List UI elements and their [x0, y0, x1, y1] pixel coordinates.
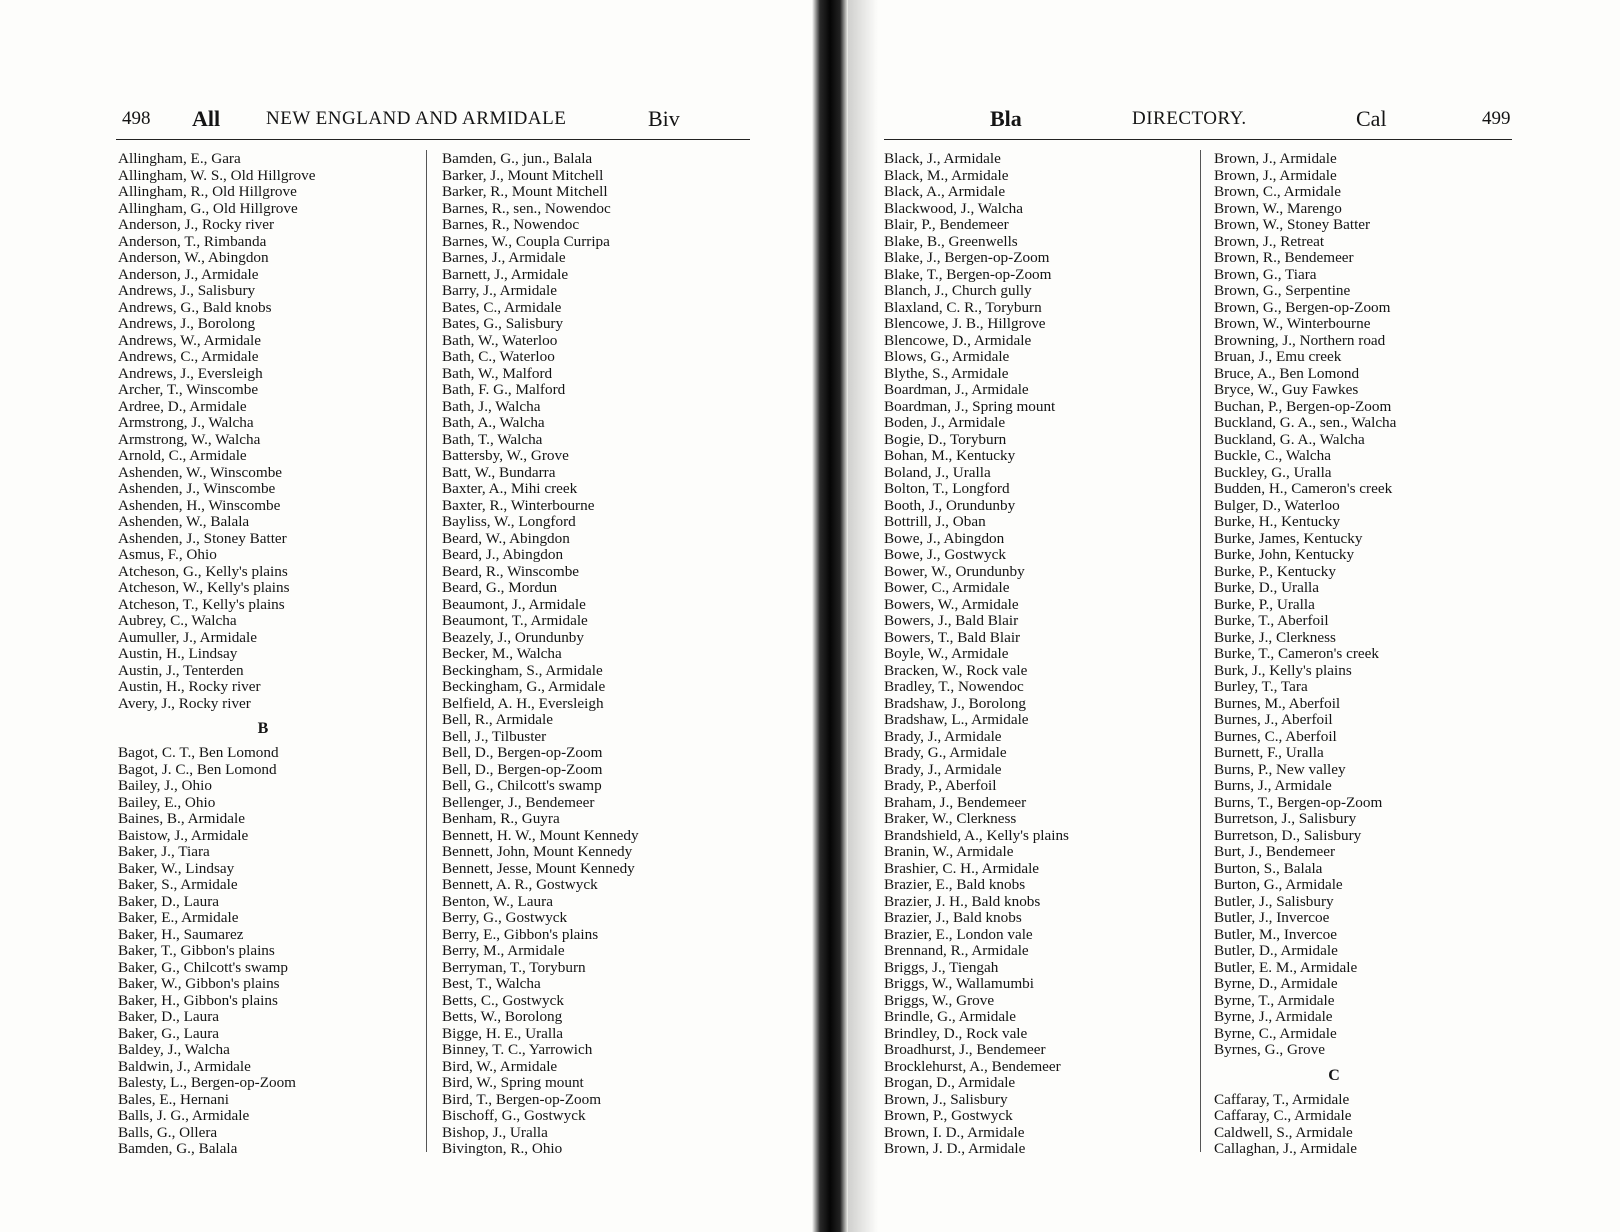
- directory-entry: Blythe, S., Armidale: [884, 364, 1009, 382]
- directory-entry: Burns, P., New valley: [1214, 760, 1346, 778]
- directory-entry: Browning, J., Northern road: [1214, 331, 1386, 349]
- directory-entry: Bennett, Jesse, Mount Kennedy: [442, 859, 635, 877]
- directory-entry: Butler, D., Armidale: [1214, 942, 1338, 959]
- directory-entry: Becker, M., Walcha: [442, 645, 562, 662]
- directory-entry: Bowers, T., Bald Blair: [884, 628, 1021, 646]
- directory-entry: Baldey, J., Walcha: [118, 1041, 230, 1058]
- directory-entry: Burnett, F., Uralla: [1214, 744, 1324, 761]
- directory-entry: Balls, G., Ollera: [118, 1123, 218, 1141]
- directory-entry: Austin, J., Tenterden: [118, 661, 244, 679]
- directory-entry: Andrews, J., Salisbury: [118, 282, 256, 299]
- directory-entry: Bailey, J., Ohio: [118, 777, 212, 794]
- directory-entry: Baistow, J., Armidale: [118, 826, 249, 844]
- header-rule: [884, 139, 1512, 140]
- directory-entry: Beard, G., Mordun: [442, 579, 558, 596]
- directory-entry: Burke, P., Uralla: [1214, 595, 1315, 613]
- directory-entry: Brown, I. D., Armidale: [884, 1123, 1025, 1141]
- directory-entry: Burke, James, Kentucky: [1214, 529, 1363, 547]
- directory-entry: Baines, B., Armidale: [118, 810, 245, 827]
- directory-entry: Bell, R., Armidale: [442, 711, 553, 728]
- directory-entry: Burns, T., Bergen-op-Zoom: [1214, 793, 1383, 811]
- directory-entry: Baker, T., Gibbon's plains: [118, 942, 275, 959]
- entry-list: [1214, 1092, 1454, 1158]
- directory-entry: Austin, H., Lindsay: [118, 645, 238, 662]
- directory-entry: Brown, G., Bergen-op-Zoom: [1214, 298, 1391, 316]
- directory-entry: Bath, W., Malford: [442, 364, 553, 382]
- directory-entry: Blows, G., Armidale: [884, 348, 1010, 365]
- page-title: NEW ENGLAND AND ARMIDALE: [266, 108, 567, 129]
- directory-entry: Braham, J., Bendemeer: [884, 793, 1027, 811]
- directory-entry: Bradley, T., Nowendoc: [884, 678, 1024, 695]
- directory-entry: Byrne, J., Armidale: [1214, 1008, 1333, 1025]
- entry-list: [118, 745, 408, 1158]
- directory-entry: Andrews, C., Armidale: [118, 348, 259, 365]
- directory-entry: Bradshaw, L., Armidale: [884, 711, 1029, 728]
- directory-entry: Bird, T., Bergen-op-Zoom: [442, 1090, 602, 1108]
- directory-entry: Burk, J., Kelly's plains: [1214, 661, 1352, 679]
- directory-entry: Briggs, W., Wallamumbi: [884, 975, 1034, 992]
- directory-entry: Baldwin, J., Armidale: [118, 1057, 251, 1075]
- directory-entry: Bowers, W., Armidale: [884, 595, 1019, 613]
- directory-entry: Buckle, C., Walcha: [1214, 447, 1332, 464]
- gutter-shadow: [848, 0, 878, 1232]
- directory-entry: Berryman, T., Toryburn: [442, 958, 586, 976]
- directory-entry: Brown, R., Bendemeer: [1214, 249, 1354, 266]
- directory-entry: Briggs, W., Grove: [884, 991, 995, 1009]
- directory-entry: Bates, G., Salisbury: [442, 315, 564, 332]
- directory-entry: Brindley, D., Rock vale: [884, 1024, 1028, 1042]
- directory-entry: Blencowe, J. B., Hillgrove: [884, 315, 1046, 332]
- directory-entry: Barnes, R., Nowendoc: [442, 216, 580, 233]
- directory-entry: Burns, J., Armidale: [1214, 777, 1332, 794]
- directory-entry: Brashier, C. H., Armidale: [884, 859, 1040, 877]
- directory-entry: Brindle, G., Armidale: [884, 1008, 1017, 1025]
- directory-entry: Berry, M., Armidale: [442, 942, 565, 959]
- directory-entry: Armstrong, W., Walcha: [118, 430, 261, 448]
- directory-entry: Ashenden, J., Stoney Batter: [118, 529, 287, 547]
- directory-entry: Berry, E., Gibbon's plains: [442, 925, 599, 943]
- directory-entry: Beckingham, S., Armidale: [442, 661, 603, 679]
- page-number: 498: [122, 108, 151, 129]
- directory-entry: Bohan, M., Kentucky: [884, 447, 1016, 464]
- directory-entry: Avery, J., Rocky river: [118, 694, 251, 712]
- directory-entry: Betts, W., Borolong: [442, 1008, 563, 1025]
- directory-entry: Bowe, J., Abingdon: [884, 529, 1005, 547]
- directory-entry: Beazely, J., Orundunby: [442, 628, 584, 646]
- directory-entry: Boden, J., Armidale: [884, 414, 1006, 431]
- directory-entry: Brown, C., Armidale: [1214, 183, 1341, 200]
- directory-entry: Broadhurst, J., Bendemeer: [884, 1041, 1046, 1058]
- header-left-key: All: [192, 106, 221, 131]
- directory-entry: Brown, J., Salisbury: [884, 1090, 1008, 1108]
- directory-entry: Brown, G., Tiara: [1214, 265, 1317, 283]
- directory-entry: Barnes, W., Coupla Curripa: [442, 232, 610, 250]
- directory-entry: Buckland, G. A., Walcha: [1214, 430, 1365, 448]
- directory-entry: Bruan, J., Emu creek: [1214, 348, 1342, 365]
- directory-entry: Batt, W., Bundarra: [442, 463, 556, 481]
- directory-entry: Burke, T., Cameron's creek: [1214, 645, 1379, 662]
- directory-entry: Brogan, D., Armidale: [884, 1074, 1016, 1091]
- directory-entry: Barry, J., Armidale: [442, 282, 558, 299]
- directory-entry: Best, T., Walcha: [442, 975, 541, 992]
- directory-entry: Bath, J., Walcha: [442, 397, 541, 415]
- directory-entry: Baker, W., Gibbon's plains: [118, 975, 280, 992]
- directory-entry: Brady, P., Aberfoil: [884, 777, 997, 794]
- directory-entry: Ashenden, W., Balala: [118, 513, 250, 530]
- directory-entry: Balesty, L., Bergen-op-Zoom: [118, 1074, 296, 1091]
- directory-entry: Black, M., Armidale: [884, 166, 1009, 184]
- directory-entry: Brazier, J. H., Bald knobs: [884, 892, 1041, 910]
- entry-list: [1214, 151, 1454, 1059]
- directory-entry: Bulger, D., Waterloo: [1214, 496, 1340, 514]
- column-rule: [426, 150, 427, 1152]
- directory-entry: Baker, S., Armidale: [118, 876, 238, 893]
- directory-entry: Boardman, J., Spring mount: [884, 397, 1056, 415]
- directory-entry: Brown, W., Stoney Batter: [1214, 216, 1371, 233]
- directory-entry: Baxter, R., Winterbourne: [442, 496, 595, 514]
- directory-entry: Ashenden, W., Winscombe: [118, 463, 283, 481]
- directory-entry: Anderson, J., Armidale: [118, 265, 259, 283]
- directory-entry: Burt, J., Bendemeer: [1214, 843, 1336, 860]
- directory-entry: Boardman, J., Armidale: [884, 381, 1029, 398]
- directory-entry: Bowers, J., Bald Blair: [884, 612, 1019, 629]
- directory-entry: Beard, J., Abingdon: [442, 546, 564, 563]
- directory-entry: Andrews, J., Eversleigh: [118, 364, 263, 382]
- directory-entry: Burke, P., Kentucky: [1214, 562, 1336, 580]
- directory-entry: Baxter, A., Mihi creek: [442, 480, 578, 497]
- directory-entry: Buchan, P., Bergen-op-Zoom: [1214, 397, 1392, 415]
- directory-entry: Bower, C., Armidale: [884, 579, 1010, 596]
- directory-entry: Balls, J. G., Armidale: [118, 1107, 250, 1124]
- directory-entry: Bath, C., Waterloo: [442, 348, 555, 365]
- directory-entry: Bates, C., Armidale: [442, 298, 562, 316]
- directory-entry: Atcheson, T., Kelly's plains: [118, 595, 285, 613]
- directory-entry: Baker, G., Chilcott's swamp: [118, 958, 289, 976]
- directory-entry: Burke, John, Kentucky: [1214, 546, 1355, 563]
- directory-entry: Blake, T., Bergen-op-Zoom: [884, 265, 1052, 283]
- directory-entry: Ardree, D., Armidale: [118, 397, 247, 415]
- directory-entry: Brazier, E., London vale: [884, 925, 1033, 943]
- directory-entry: Bagot, J. C., Ben Lomond: [118, 760, 277, 778]
- directory-entry: Bracken, W., Rock vale: [884, 661, 1028, 679]
- directory-entry: Bolton, T., Longford: [884, 480, 1010, 497]
- directory-entry: Bailey, E., Ohio: [118, 793, 216, 811]
- directory-entry: Burton, G., Armidale: [1214, 876, 1343, 893]
- directory-entry: Bradshaw, J., Borolong: [884, 694, 1027, 712]
- directory-entry: Berry, G., Gostwyck: [442, 909, 568, 926]
- directory-entry: Blanch, J., Church gully: [884, 282, 1032, 299]
- directory-entry: Byrne, D., Armidale: [1214, 975, 1338, 992]
- page-title: DIRECTORY.: [1132, 108, 1247, 129]
- directory-entry: Benton, W., Laura: [442, 892, 553, 910]
- directory-entry: Blake, B., Greenwells: [884, 232, 1018, 250]
- directory-entry: Beckingham, G., Armidale: [442, 678, 606, 695]
- directory-entry: Brazier, J., Bald knobs: [884, 909, 1022, 926]
- directory-entry: Anderson, T., Rimbanda: [118, 232, 267, 250]
- directory-entry: Austin, H., Rocky river: [118, 678, 261, 695]
- directory-entry: Bell, D., Bergen-op-Zoom: [442, 760, 603, 778]
- directory-entry: Byrnes, G., Grove: [1214, 1041, 1325, 1058]
- directory-entry: Andrews, W., Armidale: [118, 331, 261, 349]
- directory-entry: Atcheson, W., Kelly's plains: [118, 579, 290, 596]
- directory-entry: Brady, J., Armidale: [884, 760, 1002, 778]
- directory-entry: Burretson, D., Salisbury: [1214, 826, 1362, 844]
- directory-entry: Brady, J., Armidale: [884, 727, 1002, 745]
- directory-entry: Bennett, H. W., Mount Kennedy: [442, 826, 639, 844]
- directory-entry: Burley, T., Tara: [1214, 678, 1308, 695]
- directory-entry: Bellenger, J., Bendemeer: [442, 793, 595, 811]
- entry-list: [118, 151, 408, 712]
- directory-entry: Archer, T., Winscombe: [118, 381, 259, 398]
- directory-entry: Bell, G., Chilcott's swamp: [442, 777, 602, 794]
- directory-entry: Braker, W., Clerkness: [884, 810, 1017, 827]
- directory-entry: Burke, H., Kentucky: [1214, 513, 1341, 530]
- directory-entry: Bishop, J., Uralla: [442, 1123, 548, 1141]
- directory-entry: Burretson, J., Salisbury: [1214, 810, 1357, 827]
- directory-entry: Beaumont, J., Armidale: [442, 595, 586, 613]
- directory-entry: Barker, R., Mount Mitchell: [442, 183, 608, 200]
- entry-list: [442, 151, 639, 1158]
- column-1: [884, 151, 1069, 1158]
- directory-entry: Bayliss, W., Longford: [442, 513, 576, 530]
- directory-entry: Byrne, C., Armidale: [1214, 1024, 1337, 1042]
- directory-entry: Baker, H., Saumarez: [118, 925, 244, 943]
- directory-entry: Betts, C., Gostwyck: [442, 991, 564, 1009]
- directory-entry: Battersby, W., Grove: [442, 447, 569, 464]
- column-1: [118, 151, 408, 1158]
- directory-entry: Bamden, G., Balala: [118, 1140, 238, 1157]
- directory-entry: Bath, F. G., Malford: [442, 381, 566, 398]
- directory-entry: Bischoff, G., Gostwyck: [442, 1107, 586, 1124]
- directory-entry: Bennett, A. R., Gostwyck: [442, 876, 598, 893]
- directory-entry: Bigge, H. E., Uralla: [442, 1024, 564, 1042]
- directory-entry: Brennand, R., Armidale: [884, 942, 1029, 959]
- section-letter: B: [257, 720, 269, 737]
- directory-entry: Brown, P., Gostwyck: [884, 1107, 1013, 1124]
- directory-entry: Burke, J., Clerkness: [1214, 628, 1336, 646]
- directory-entry: Bowe, J., Gostwyck: [884, 546, 1006, 563]
- directory-entry: Burnes, M., Aberfoil: [1214, 694, 1341, 712]
- directory-entry: Brown, W., Marengo: [1214, 199, 1342, 217]
- directory-entry: Callaghan, J., Armidale: [1214, 1140, 1357, 1157]
- column-2: [442, 151, 639, 1158]
- directory-entry: Allingham, E., Gara: [118, 150, 241, 167]
- directory-entry: Binney, T. C., Yarrowich: [442, 1041, 593, 1058]
- directory-entry: Bath, T., Walcha: [442, 430, 543, 448]
- right-page-header: [990, 104, 1520, 138]
- directory-entry: Brown, J., Retreat: [1214, 232, 1325, 250]
- directory-entry: Andrews, G., Bald knobs: [118, 298, 272, 316]
- directory-entry: Brown, J. D., Armidale: [884, 1140, 1026, 1157]
- directory-entry: Bogie, D., Toryburn: [884, 430, 1007, 448]
- directory-entry: Burnes, J., Aberfoil: [1214, 711, 1333, 728]
- directory-entry: Ashenden, H., Winscombe: [118, 496, 281, 514]
- directory-entry: Bivington, R., Ohio: [442, 1140, 563, 1157]
- directory-entry: Burke, T., Aberfoil: [1214, 612, 1329, 629]
- directory-entry: Bell, D., Bergen-op-Zoom: [442, 744, 603, 761]
- directory-entry: Bird, W., Armidale: [442, 1057, 558, 1075]
- directory-entry: Bell, J., Tilbuster: [442, 727, 547, 745]
- directory-entry: Briggs, J., Tiengah: [884, 958, 999, 976]
- directory-entry: Bagot, C. T., Ben Lomond: [118, 744, 279, 761]
- directory-entry: Andrews, J., Borolong: [118, 315, 256, 332]
- directory-entry: Bird, W., Spring mount: [442, 1074, 584, 1091]
- directory-entry: Caffaray, C., Armidale: [1214, 1107, 1352, 1124]
- column-2: [1214, 151, 1454, 1158]
- directory-entry: Byrne, T., Armidale: [1214, 991, 1335, 1009]
- directory-entry: Butler, M., Invercoe: [1214, 925, 1337, 943]
- directory-entry: Brazier, E., Bald knobs: [884, 876, 1026, 893]
- directory-entry: Brown, W., Winterbourne: [1214, 315, 1371, 332]
- directory-entry: Asmus, F., Ohio: [118, 546, 217, 563]
- directory-entry: Bower, W., Orundunby: [884, 562, 1025, 580]
- directory-entry: Allingham, W. S., Old Hillgrove: [118, 166, 316, 184]
- directory-entry: Baker, J., Tiara: [118, 843, 210, 860]
- directory-entry: Caffaray, T., Armidale: [1214, 1090, 1350, 1108]
- directory-entry: Brocklehurst, A., Bendemeer: [884, 1057, 1061, 1075]
- directory-entry: Blair, P., Bendemeer: [884, 216, 1009, 233]
- directory-entry: Burnes, C., Aberfoil: [1214, 727, 1337, 745]
- directory-entry: Atcheson, G., Kelly's plains: [118, 562, 288, 580]
- directory-entry: Baker, E., Armidale: [118, 909, 239, 926]
- section-letter: C: [1328, 1066, 1340, 1084]
- directory-entry: Beard, W., Abingdon: [442, 529, 570, 547]
- directory-entry: Allingham, G., Old Hillgrove: [118, 199, 298, 217]
- directory-entry: Anderson, W., Abingdon: [118, 249, 269, 266]
- directory-entry: Armstrong, J., Walcha: [118, 414, 254, 431]
- header-right-key: Cal: [1356, 106, 1387, 131]
- directory-entry: Bales, E., Hernani: [118, 1090, 229, 1108]
- directory-entry: Bath, W., Waterloo: [442, 331, 558, 349]
- directory-entry: Burton, S., Balala: [1214, 859, 1323, 877]
- directory-entry: Buckley, G., Uralla: [1214, 463, 1332, 481]
- directory-entry: Butler, J., Salisbury: [1214, 892, 1334, 910]
- directory-entry: Anderson, J., Rocky river: [118, 216, 275, 233]
- directory-entry: Allingham, R., Old Hillgrove: [118, 183, 297, 200]
- directory-entry: Baker, W., Lindsay: [118, 859, 235, 877]
- book-gutter: [812, 0, 848, 1232]
- directory-entry: Black, J., Armidale: [884, 150, 1001, 167]
- directory-entry: Bruce, A., Ben Lomond: [1214, 364, 1360, 382]
- directory-entry: Barnett, J., Armidale: [442, 265, 569, 283]
- directory-entry: Beard, R., Winscombe: [442, 562, 580, 580]
- entry-list: [884, 151, 1069, 1158]
- directory-entry: Aumuller, J., Armidale: [118, 628, 258, 646]
- directory-entry: Branin, W., Armidale: [884, 843, 1014, 860]
- directory-entry: Arnold, C., Armidale: [118, 447, 247, 464]
- directory-entry: Baker, D., Laura: [118, 1008, 220, 1025]
- directory-entry: Brady, G., Armidale: [884, 744, 1007, 761]
- directory-entry: Blake, J., Bergen-op-Zoom: [884, 249, 1050, 266]
- directory-entry: Budden, H., Cameron's creek: [1214, 480, 1393, 497]
- directory-entry: Aubrey, C., Walcha: [118, 612, 237, 629]
- directory-entry: Bryce, W., Guy Fawkes: [1214, 381, 1359, 398]
- header-left-key: Bla: [990, 106, 1022, 131]
- directory-entry: Ashenden, J., Winscombe: [118, 480, 276, 497]
- directory-entry: Butler, J., Invercoe: [1214, 909, 1330, 926]
- directory-entry: Bennett, John, Mount Kennedy: [442, 843, 633, 860]
- directory-entry: Brown, J., Armidale: [1214, 166, 1337, 184]
- directory-entry: Caldwell, S., Armidale: [1214, 1123, 1353, 1141]
- directory-entry: Blackwood, J., Walcha: [884, 199, 1023, 217]
- directory-entry: Baker, G., Laura: [118, 1024, 220, 1042]
- directory-entry: Black, A., Armidale: [884, 183, 1006, 200]
- directory-entry: Buckland, G. A., sen., Walcha: [1214, 414, 1397, 431]
- directory-entry: Barnes, J., Armidale: [442, 249, 566, 266]
- directory-entry: Beaumont, T., Armidale: [442, 612, 588, 629]
- directory-entry: Bamden, G., jun., Balala: [442, 150, 593, 167]
- left-page-header: [122, 104, 734, 138]
- directory-entry: Brandshield, A., Kelly's plains: [884, 826, 1069, 844]
- directory-entry: Bath, A., Walcha: [442, 414, 545, 431]
- directory-entry: Benham, R., Guyra: [442, 810, 560, 827]
- directory-entry: Baker, H., Gibbon's plains: [118, 991, 278, 1009]
- directory-entry: Bottrill, J., Oban: [884, 513, 986, 530]
- directory-entry: Baker, D., Laura: [118, 892, 220, 910]
- header-rule: [116, 139, 750, 140]
- directory-entry: Butler, E. M., Armidale: [1214, 958, 1358, 976]
- page-number: 499: [1482, 108, 1511, 129]
- directory-entry: Brown, G., Serpentine: [1214, 282, 1351, 299]
- directory-entry: Barnes, R., sen., Nowendoc: [442, 199, 611, 217]
- directory-entry: Boland, J., Uralla: [884, 463, 991, 481]
- directory-entry: Boyle, W., Armidale: [884, 645, 1009, 662]
- directory-entry: Blencowe, D., Armidale: [884, 331, 1032, 349]
- directory-entry: Barker, J., Mount Mitchell: [442, 166, 604, 184]
- directory-entry: Booth, J., Orundunby: [884, 496, 1016, 514]
- directory-entry: Blaxland, C. R., Toryburn: [884, 298, 1042, 316]
- directory-entry: Brown, J., Armidale: [1214, 150, 1337, 167]
- directory-entry: Burke, D., Uralla: [1214, 579, 1320, 596]
- directory-entry: Belfield, A. H., Eversleigh: [442, 694, 604, 712]
- header-right-key: Biv: [648, 106, 680, 131]
- column-rule: [1200, 150, 1201, 1152]
